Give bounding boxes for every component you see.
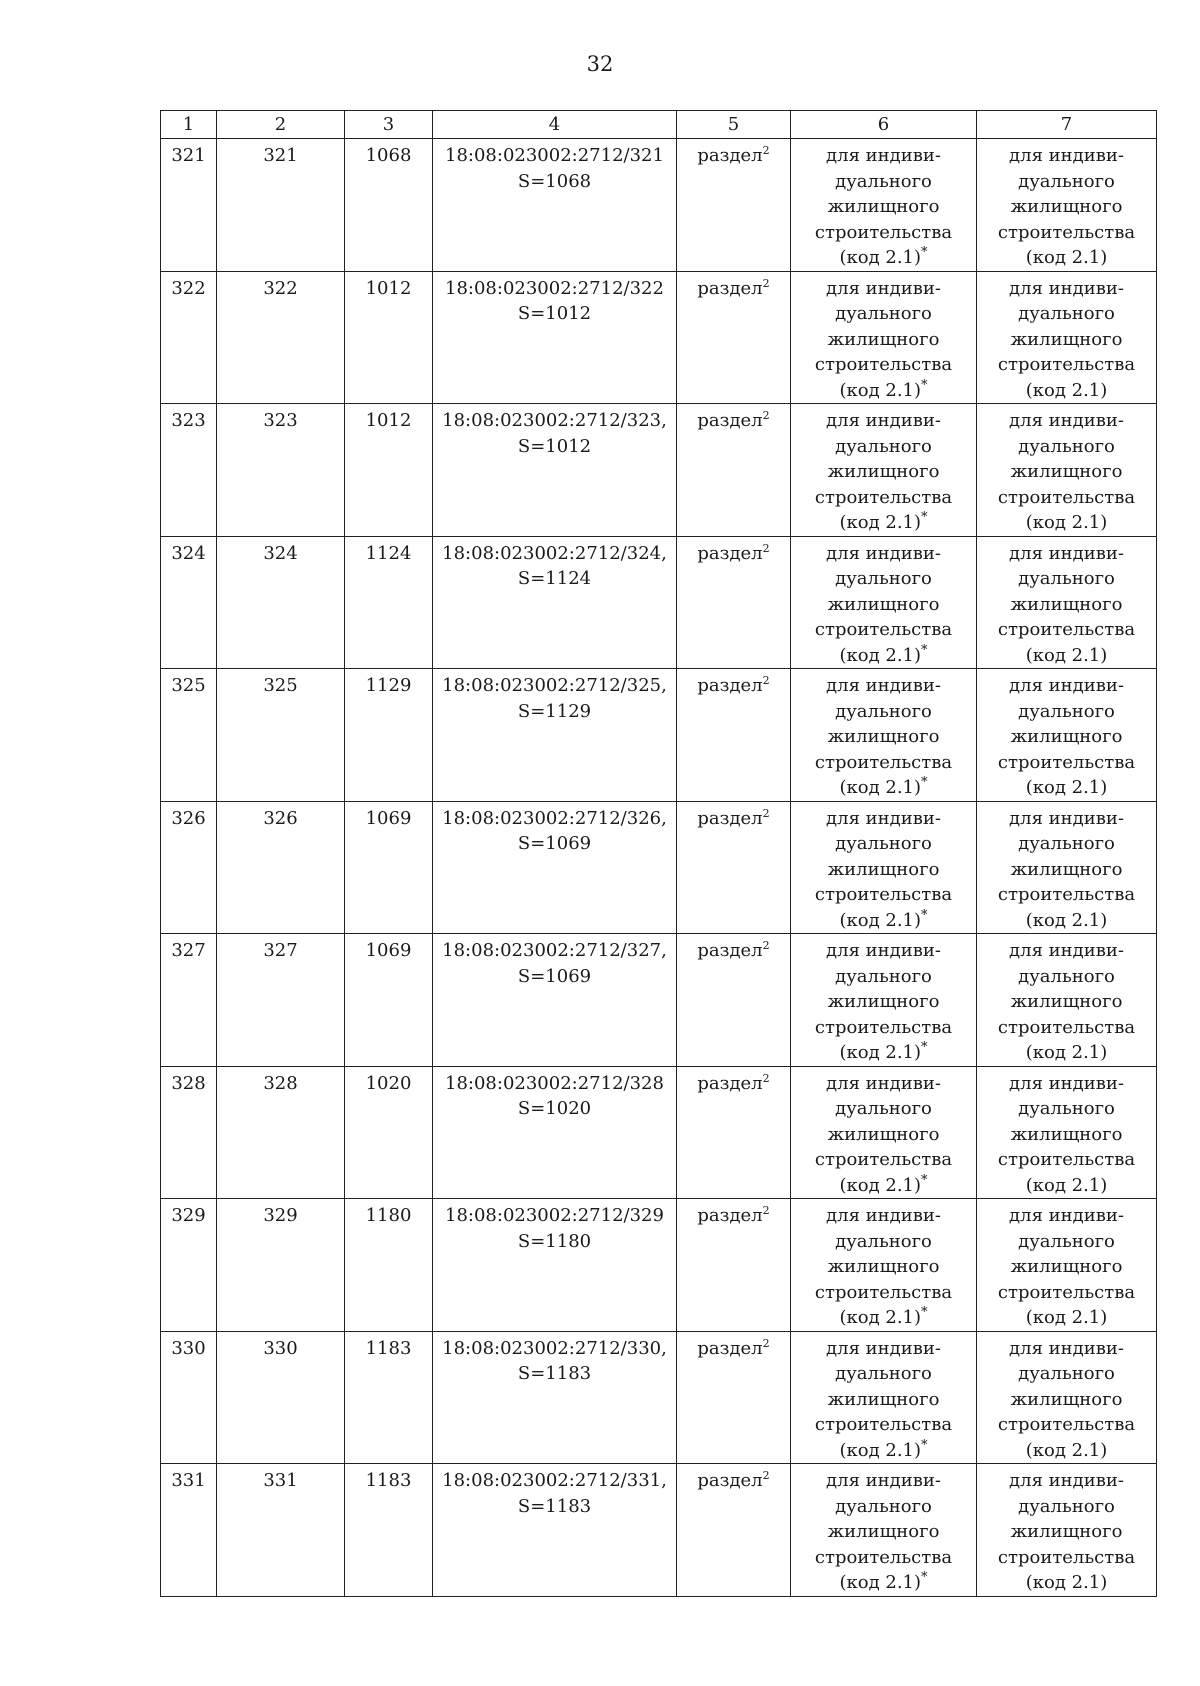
cell-permitted-use-text: для индиви- дуального жилищного строительства (код 2.1): [814, 1470, 953, 1593]
cell-permitted-use-classifier: [977, 1066, 1157, 1199]
table-row: [161, 934, 1157, 1067]
cell-permitted-use-classifier: [977, 934, 1157, 1067]
footnote-mark: 2: [762, 939, 770, 952]
cell-permitted-use: [791, 1464, 977, 1597]
cell-row-number: [161, 1066, 217, 1199]
cell-cadastral-number-text: 18:08:023002:2712/325, S=1129: [442, 675, 667, 722]
cell-area: [345, 404, 433, 537]
cell-area-text: 1020: [365, 1072, 412, 1094]
cell-row-number: [161, 1331, 217, 1464]
cell-plot-number-text: 323: [263, 410, 298, 431]
cell-area: [345, 1066, 433, 1199]
cell-method-text: раздел: [697, 542, 763, 564]
table-row: [161, 669, 1157, 802]
cell-cadastral-number-text: 18:08:023002:2712/330, S=1183: [442, 1337, 667, 1384]
cell-row-number-text: 328: [171, 1072, 206, 1094]
cell-row-number-text: 330: [171, 1337, 206, 1359]
asterisk-mark: *: [921, 1570, 928, 1585]
asterisk-mark: *: [921, 642, 928, 658]
cell-permitted-use-classifier-text: для индиви- дуального жилищного строительства (код 2.1): [997, 1470, 1136, 1593]
cell-row-number-text: 325: [171, 675, 206, 696]
cell-method: [677, 1464, 791, 1597]
footnote-mark: 2: [762, 1469, 770, 1482]
footnote-mark: 2: [762, 1071, 770, 1085]
cell-permitted-use-classifier: [977, 1464, 1157, 1597]
cell-row-number: [161, 536, 217, 669]
cell-row-number-text: 327: [171, 940, 206, 961]
cell-method: [677, 669, 791, 802]
cell-plot-number: [217, 1066, 345, 1199]
cell-area: [345, 1464, 433, 1597]
cell-cadastral-number: [433, 536, 677, 669]
cell-area: [345, 1331, 433, 1464]
cell-plot-number: [217, 271, 345, 404]
cell-method: [677, 1199, 791, 1332]
cell-area: [345, 669, 433, 802]
cell-method-text: раздел: [697, 1205, 763, 1226]
asterisk-mark: *: [921, 510, 928, 525]
header-row: [161, 111, 1157, 139]
cell-area-text: 1183: [365, 1470, 412, 1491]
cell-cadastral-number: [433, 404, 677, 537]
cell-method-text: раздел: [697, 807, 763, 829]
cell-method-text: раздел: [697, 1470, 763, 1491]
header-col-4: 4: [433, 111, 677, 139]
cell-method-text: раздел: [697, 940, 763, 961]
footnote-mark: 2: [762, 1204, 770, 1217]
cell-cadastral-number-text: 18:08:023002:2712/331, S=1183: [442, 1470, 667, 1517]
cell-cadastral-number: [433, 801, 677, 934]
cell-permitted-use: [791, 404, 977, 537]
cell-row-number: [161, 934, 217, 1067]
cell-area-text: 1183: [365, 1337, 412, 1359]
footnote-mark: 2: [762, 541, 770, 555]
cell-area-text: 1069: [365, 940, 412, 961]
cell-plot-number-text: 326: [263, 807, 298, 829]
page-number: 32: [586, 52, 614, 76]
cell-permitted-use-text: для индиви- дуального жилищного строительства (код 2.1): [814, 145, 953, 268]
cell-permitted-use-classifier-text: для индиви- дуального жилищного строительства (код 2.1): [997, 1337, 1136, 1461]
cell-permitted-use-text: для индиви- дуального жилищного строительства (код 2.1): [814, 1072, 953, 1196]
cell-area: [345, 801, 433, 934]
footnote-mark: 2: [762, 674, 770, 687]
cell-row-number: [161, 1464, 217, 1597]
cell-permitted-use-classifier-text: для индиви- дуального жилищного строительства (код 2.1): [997, 1072, 1136, 1196]
table-row: [161, 536, 1157, 669]
footnote-mark: 2: [762, 409, 770, 422]
cell-plot-number: [217, 1464, 345, 1597]
header-col-3: 3: [345, 111, 433, 139]
cell-permitted-use-classifier-text: для индиви- дуального жилищного строительства (код 2.1): [997, 807, 1136, 931]
cell-cadastral-number: [433, 934, 677, 1067]
cell-row-number-text: 331: [171, 1470, 206, 1491]
cell-cadastral-number-text: 18:08:023002:2712/321 S=1068: [445, 145, 664, 192]
cell-cadastral-number-text: 18:08:023002:2712/327, S=1069: [442, 940, 667, 987]
footnote-mark: 2: [762, 276, 770, 290]
table-row: [161, 404, 1157, 537]
cell-plot-number: [217, 1199, 345, 1332]
cell-permitted-use: [791, 1066, 977, 1199]
cell-permitted-use: [791, 1331, 977, 1464]
cell-row-number-text: 323: [171, 410, 206, 431]
asterisk-mark: *: [921, 245, 928, 260]
asterisk-mark: *: [921, 377, 928, 393]
cell-cadastral-number: [433, 669, 677, 802]
cell-cadastral-number: [433, 1331, 677, 1464]
header-col-2: 2: [217, 111, 345, 139]
cell-method-text: раздел: [697, 1072, 763, 1094]
cell-area-text: 1012: [365, 410, 412, 431]
cell-permitted-use-classifier-text: для индиви- дуального жилищного строительства (код 2.1): [997, 1205, 1136, 1328]
cell-permitted-use-classifier: [977, 801, 1157, 934]
cell-row-number: [161, 1199, 217, 1332]
table-row: [161, 139, 1157, 272]
header-col-6: 6: [791, 111, 977, 139]
cell-area-text: 1068: [365, 145, 412, 166]
cell-permitted-use-classifier: [977, 271, 1157, 404]
cell-area-text: 1012: [365, 277, 412, 299]
cell-permitted-use-classifier: [977, 139, 1157, 272]
cell-permitted-use-classifier: [977, 669, 1157, 802]
table-row: [161, 1331, 1157, 1464]
cell-method-text: раздел: [697, 1337, 763, 1359]
cell-method-text: раздел: [697, 277, 763, 299]
cell-permitted-use: [791, 1199, 977, 1332]
cell-cadastral-number: [433, 1464, 677, 1597]
cell-permitted-use-text: для индиви- дуального жилищного строительства (код 2.1): [814, 542, 953, 666]
cell-permitted-use: [791, 801, 977, 934]
cell-area: [345, 1199, 433, 1332]
table-row: [161, 1066, 1157, 1199]
cell-permitted-use-classifier-text: для индиви- дуального жилищного строительства (код 2.1): [997, 940, 1136, 1063]
cell-row-number: [161, 139, 217, 272]
cell-row-number: [161, 271, 217, 404]
footnote-mark: 2: [762, 1336, 770, 1350]
cell-cadastral-number-text: 18:08:023002:2712/328 S=1020: [445, 1072, 664, 1119]
header-col-5: 5: [677, 111, 791, 139]
footnote-mark: 2: [762, 144, 770, 157]
cell-permitted-use: [791, 271, 977, 404]
cell-permitted-use-text: для индиви- дуального жилищного строительства (код 2.1): [814, 277, 953, 401]
cell-row-number-text: 322: [171, 277, 206, 299]
cell-permitted-use-text: для индиви- дуального жилищного строительства (код 2.1): [814, 807, 953, 931]
cell-method: [677, 271, 791, 404]
cell-plot-number-text: 328: [263, 1072, 298, 1094]
cell-plot-number: [217, 404, 345, 537]
cell-cadastral-number-text: 18:08:023002:2712/323, S=1012: [442, 410, 667, 457]
asterisk-mark: *: [921, 775, 928, 790]
cell-permitted-use-text: для индиви- дуального жилищного строительства (код 2.1): [814, 1205, 953, 1328]
cell-area-text: 1124: [365, 542, 412, 564]
cell-permitted-use-classifier: [977, 536, 1157, 669]
table-body: [161, 139, 1157, 1597]
table-row: [161, 801, 1157, 934]
cell-cadastral-number: [433, 139, 677, 272]
cell-plot-number: [217, 801, 345, 934]
cell-area-text: 1069: [365, 807, 412, 829]
cell-method: [677, 1066, 791, 1199]
cell-method: [677, 139, 791, 272]
cell-permitted-use: [791, 139, 977, 272]
cell-plot-number-text: 330: [263, 1337, 298, 1359]
cell-method-text: раздел: [697, 410, 763, 431]
cell-cadastral-number: [433, 271, 677, 404]
cell-permitted-use: [791, 536, 977, 669]
cell-method: [677, 404, 791, 537]
cell-row-number-text: 324: [171, 542, 206, 564]
asterisk-mark: *: [921, 1437, 928, 1453]
cell-plot-number: [217, 934, 345, 1067]
cell-permitted-use-classifier: [977, 1199, 1157, 1332]
cell-row-number-text: 326: [171, 807, 206, 829]
cell-cadastral-number-text: 18:08:023002:2712/324, S=1124: [442, 542, 667, 589]
cell-permitted-use-text: для индиви- дуального жилищного строительства (код 2.1): [814, 1337, 953, 1461]
cell-permitted-use-classifier-text: для индиви- дуального жилищного строительства (код 2.1): [997, 675, 1136, 798]
table-row: [161, 1199, 1157, 1332]
cell-cadastral-number: [433, 1066, 677, 1199]
header-col-7: 7: [977, 111, 1157, 139]
cell-permitted-use-text: для индиви- дуального жилищного строительства (код 2.1): [814, 940, 953, 1063]
cell-permitted-use-classifier: [977, 1331, 1157, 1464]
asterisk-mark: *: [921, 1305, 928, 1320]
cell-plot-number-text: 322: [263, 277, 298, 299]
cell-area: [345, 536, 433, 669]
cell-plot-number-text: 325: [263, 675, 298, 696]
table-header: [161, 111, 1157, 139]
cell-method: [677, 801, 791, 934]
cell-plot-number: [217, 669, 345, 802]
table-row: [161, 271, 1157, 404]
cell-row-number-text: 329: [171, 1205, 206, 1226]
cell-area-text: 1180: [365, 1205, 412, 1226]
cell-method: [677, 1331, 791, 1464]
cell-cadastral-number-text: 18:08:023002:2712/326, S=1069: [442, 807, 667, 854]
cell-area-text: 1129: [365, 675, 412, 696]
cell-area: [345, 934, 433, 1067]
cell-cadastral-number-text: 18:08:023002:2712/329 S=1180: [445, 1205, 664, 1252]
cell-plot-number-text: 329: [263, 1205, 298, 1226]
cell-row-number-text: 321: [171, 145, 206, 166]
land-plot-table: [160, 110, 1157, 1597]
cell-plot-number: [217, 536, 345, 669]
cell-permitted-use-classifier-text: для индиви- дуального жилищного строительства (код 2.1): [997, 145, 1136, 268]
cell-permitted-use-classifier: [977, 404, 1157, 537]
cell-cadastral-number: [433, 1199, 677, 1332]
cell-permitted-use-classifier-text: для индиви- дуального жилищного строительства (код 2.1): [997, 410, 1136, 533]
cell-method: [677, 934, 791, 1067]
cell-method-text: раздел: [697, 675, 763, 696]
cell-area: [345, 271, 433, 404]
cell-row-number: [161, 669, 217, 802]
cell-permitted-use-text: для индиви- дуального жилищного строительства (код 2.1): [814, 410, 953, 533]
cell-method-text: раздел: [697, 145, 763, 166]
cell-method: [677, 536, 791, 669]
cell-plot-number-text: 327: [263, 940, 298, 961]
asterisk-mark: *: [921, 1172, 928, 1188]
cell-plot-number-text: 331: [263, 1470, 298, 1491]
cell-plot-number-text: 324: [263, 542, 298, 564]
cell-permitted-use-text: для индиви- дуального жилищного строительства (код 2.1): [814, 675, 953, 798]
cell-permitted-use: [791, 669, 977, 802]
table-row: [161, 1464, 1157, 1597]
cell-row-number: [161, 404, 217, 537]
footnote-mark: 2: [762, 806, 770, 820]
cell-permitted-use: [791, 934, 977, 1067]
cell-permitted-use-classifier-text: для индиви- дуального жилищного строительства (код 2.1): [997, 277, 1136, 401]
cell-plot-number: [217, 1331, 345, 1464]
header-col-1: 1: [161, 111, 217, 139]
cell-area: [345, 139, 433, 272]
cell-row-number: [161, 801, 217, 934]
asterisk-mark: *: [921, 1040, 928, 1055]
cell-cadastral-number-text: 18:08:023002:2712/322 S=1012: [445, 277, 664, 324]
asterisk-mark: *: [921, 907, 928, 923]
cell-plot-number: [217, 139, 345, 272]
cell-plot-number-text: 321: [263, 145, 298, 166]
cell-permitted-use-classifier-text: для индиви- дуального жилищного строительства (код 2.1): [997, 542, 1136, 666]
